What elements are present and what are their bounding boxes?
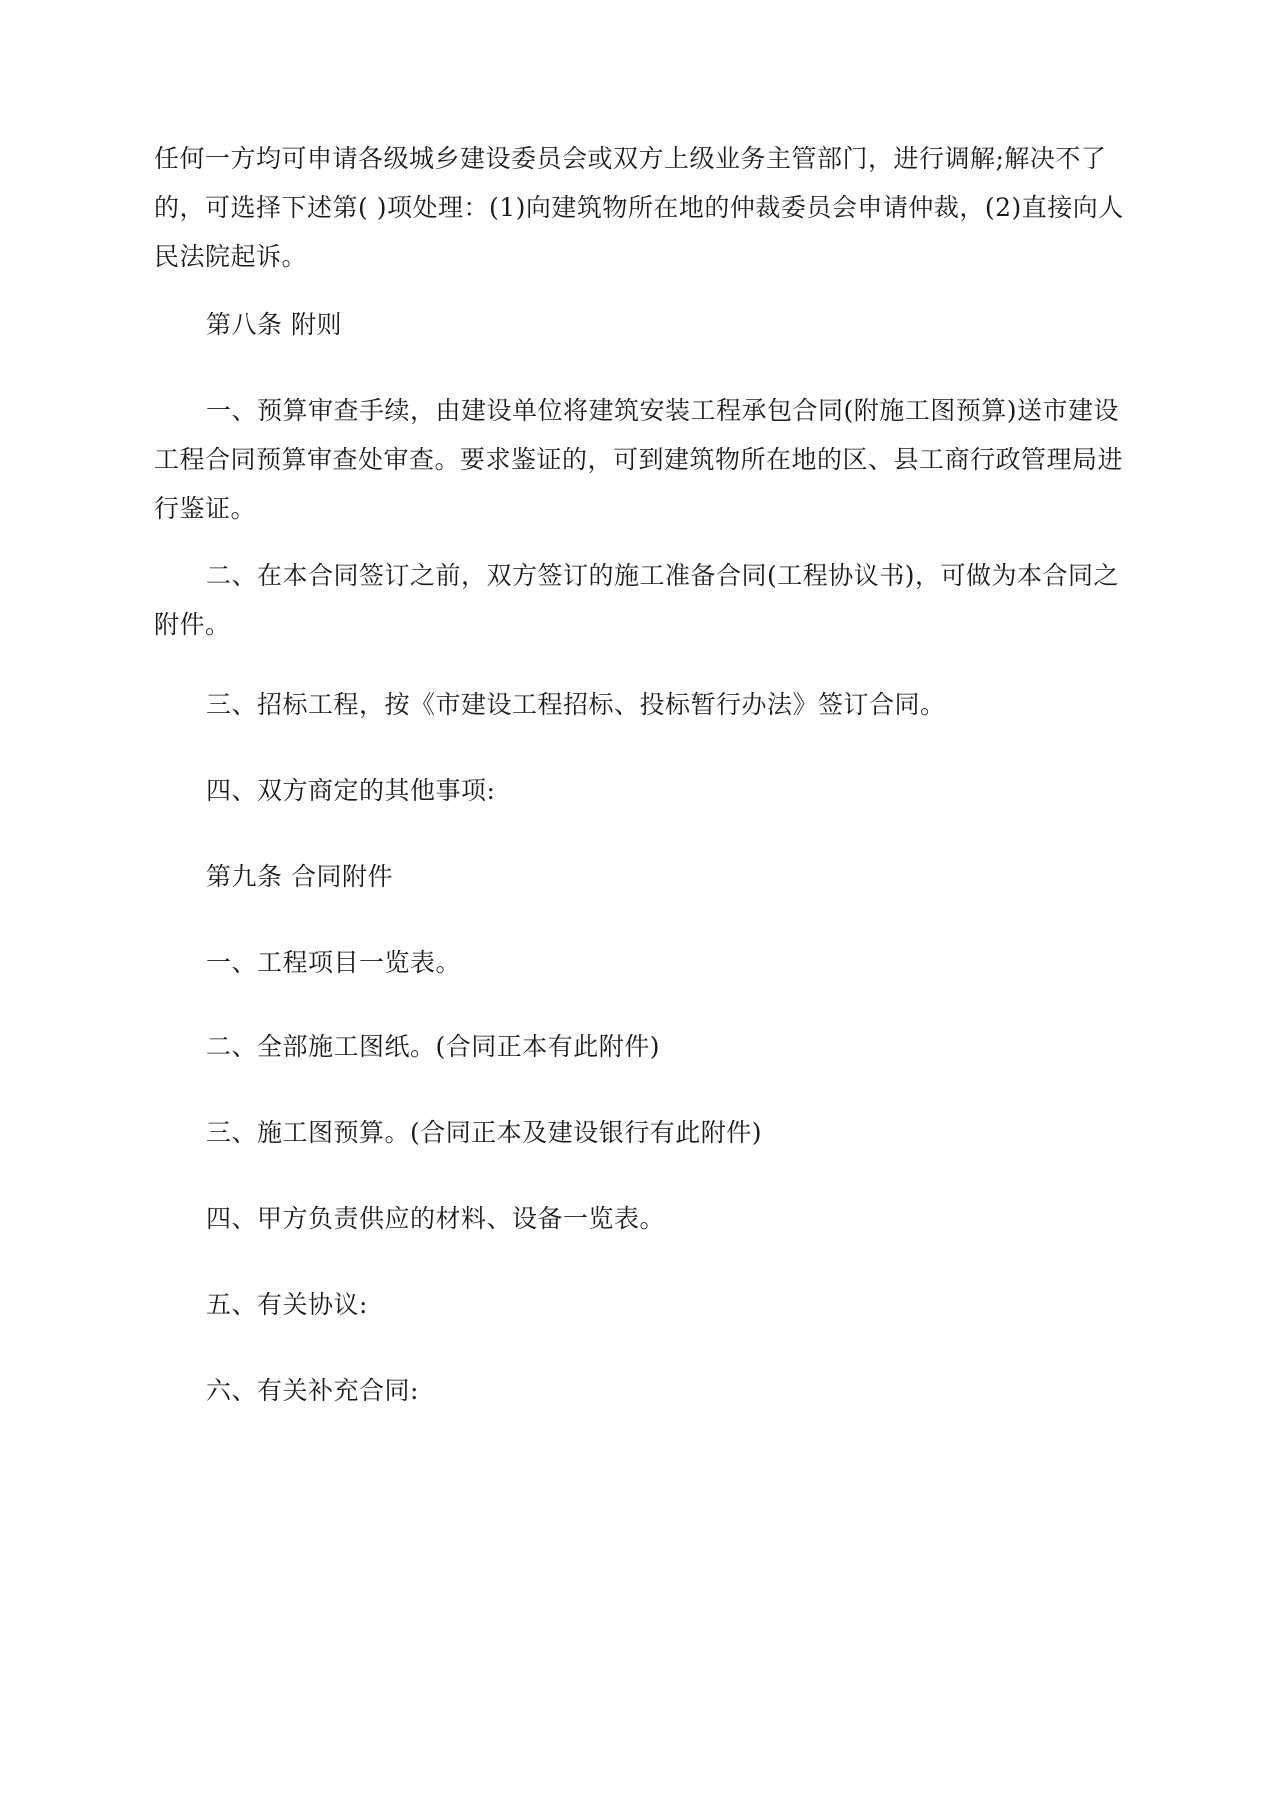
article-9-item-2: 二、全部施工图纸。(合同正本有此附件): [206, 1032, 661, 1061]
article-8-item-2: 二、在本合同签订之前，双方签订的施工准备合同(工程协议书)，可做为本合同之附件。: [154, 561, 1120, 639]
article-8-heading: 第八条 附则: [206, 310, 342, 339]
article-9-item-6: 六、有关补充合同:: [206, 1376, 419, 1405]
article-9-item-4: 四、甲方负责供应的材料、设备一览表。: [206, 1204, 666, 1233]
article-9-item-3: 三、施工图预算。(合同正本及建设银行有此附件): [206, 1118, 763, 1147]
article-8-item-4: 四、双方商定的其他事项:: [206, 776, 496, 805]
article-8-item-1: 一、预算审查手续，由建设单位将建筑安装工程承包合同(附施工图预算)送市建设工程合同预算审查处审查。要求鉴证的，可到建筑物所在地的区、县工商行政管理局进行鉴证。: [154, 396, 1124, 523]
article-9-heading: 第九条 合同附件: [206, 862, 393, 891]
article-9-item-5: 五、有关协议:: [206, 1290, 368, 1319]
article-9-item-1: 一、工程项目一览表。: [206, 948, 462, 977]
article-8-item-3: 三、招标工程，按《市建设工程招标、投标暂行办法》签订合同。: [206, 690, 946, 719]
paragraph-dispute-resolution: 任何一方均可申请各级城乡建设委员会或双方上级业务主管部门，进行调解;解决不了的，可选择下述第( )项处理：(1)向建筑物所在地的仲裁委员会申请仲裁，(2)直接向人民法院起诉。: [154, 144, 1124, 271]
